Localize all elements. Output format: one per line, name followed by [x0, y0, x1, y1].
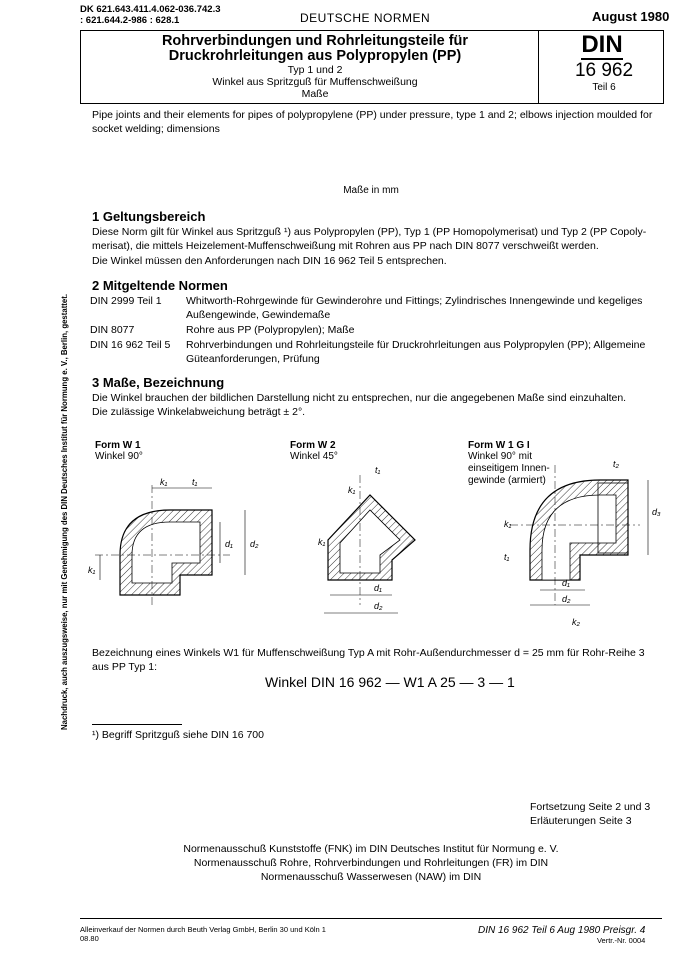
- dim-t1-label: t₁: [192, 477, 198, 487]
- norm-row: [90, 294, 662, 323]
- issue-date: August 1980: [592, 9, 670, 24]
- dim-d1-label: d₁: [225, 539, 233, 549]
- norm-row: [90, 323, 662, 338]
- elbow-w2-drawing: [318, 465, 415, 613]
- footer-rule: [80, 918, 662, 919]
- dim-t1-label-w1gi: t₁: [504, 552, 510, 562]
- section-2-heading: 2 Mitgeltende Normen: [92, 278, 228, 293]
- title-line-4: Winkel aus Spritzguß für Muffenschweißung: [212, 76, 418, 88]
- dim-k1-left-w2: k₁: [318, 537, 326, 547]
- committees: [80, 842, 662, 884]
- publisher-note: Alleinverkauf der Normen durch Beuth Verlag GmbH, Berlin 30 und Köln 1: [80, 925, 326, 934]
- dim-d1-label-w1gi: d₁: [562, 578, 570, 588]
- norm-text-line: Whitworth-Rohrgewinde für Gewinderohre und Fittings; Zylindrisches Innengewinde und kegeliges: [186, 295, 643, 307]
- figure-subtitle: gewinde (armiert): [468, 475, 546, 486]
- footer-reference: DIN 16 962 Teil 6 Aug 1980 Preisgr. 4: [478, 925, 646, 936]
- norm-text-line: Rohrverbindungen und Rohrleitungsteile für Druckrohrleitungen aus Polypropylen (PP); Allgemeine: [186, 339, 646, 351]
- figure-title: Form W 2: [290, 440, 336, 451]
- figure-subtitle: einseitigem Innen-: [468, 463, 550, 474]
- section-1-text-line-1: Diese Norm gilt für Winkel aus Spritzguß ¹) aus Polypropylen (PP), Typ 1 (PP Homopolymerisat) und Typ 2 (PP Copoly-: [92, 226, 647, 238]
- din-logo-text: DIN: [581, 31, 623, 58]
- units-note: Maße in mm: [343, 185, 399, 196]
- committee-line-3: Normenausschuß Wasserwesen (NAW) im DIN: [260, 871, 482, 883]
- dim-d3-label: d₃: [652, 507, 661, 517]
- section-3-text-1: Die Winkel brauchen der bildlichen Darstellung nicht zu entsprechen, nur die angegebenen Maße sind einzuhalten.: [92, 392, 627, 404]
- norm-ref: DIN 2999 Teil 1: [90, 295, 162, 307]
- dim-t1-label-w2: t₁: [375, 465, 381, 475]
- section-1-body: [92, 225, 662, 268]
- deutsche-normen-label: DEUTSCHE NORMEN: [300, 11, 431, 25]
- din-logo: [566, 32, 638, 58]
- committee-line-2: Normenausschuß Rohre, Rohrverbindungen und Rohrleitungen (FR) im DIN: [193, 857, 549, 869]
- dim-d2-label-w1gi: d₂: [562, 594, 571, 604]
- title-line-5: Maße: [301, 88, 329, 100]
- dk-line-1: DK 621.643.411.4.062-036.742.3: [80, 4, 221, 15]
- norm-text: [186, 338, 662, 367]
- dim-d2-label-w2: d₂: [374, 601, 383, 611]
- norm-ref: DIN 16 962 Teil 5: [90, 339, 171, 351]
- dk-line-2: : 621.644.2-986 : 628.1: [80, 15, 180, 26]
- contract-number: Vertr.-Nr. 0004: [596, 936, 646, 945]
- title-line-1: Rohrverbindungen und Rohrleitungsteile für: [161, 33, 469, 49]
- norm-text: [186, 294, 662, 323]
- norm-ref: DIN 8077: [90, 324, 135, 336]
- designation-example: Winkel DIN 16 962 — W1 A 25 — 3 — 1: [265, 674, 515, 690]
- footer-right: [478, 925, 645, 945]
- section-1-heading: 1 Geltungsbereich: [92, 209, 206, 224]
- footnote: ¹) Begriff Spritzguß siehe DIN 16 700: [92, 729, 264, 741]
- elbow-drawings: [80, 455, 670, 635]
- continuation-note: [530, 800, 650, 828]
- figure-subtitle: Winkel 90°: [95, 451, 143, 462]
- dim-k2-label: k₂: [572, 617, 580, 627]
- designation-line-2: aus PP Typ 1:: [92, 661, 157, 673]
- figure-title: Form W 1: [95, 440, 141, 451]
- reprint-notice: [60, 270, 70, 730]
- dim-d2-label: d₂: [250, 539, 259, 549]
- designation-line-1: Bezeichnung eines Winkels W1 für Muffenschweißung Typ A mit Rohr-Außendurchmesser d = 25 mm für Rohr-Reihe 3: [92, 647, 645, 659]
- designation-text: [92, 646, 662, 674]
- english-title: Pipe joints and their elements for pipes of polypropylene (PP) under pressure, type 1 and 2; elbows injection moulded for socket welding; dimensions: [92, 109, 653, 135]
- section-3-text-2: Die zulässige Winkelabweichung beträgt ± 2°.: [92, 406, 306, 418]
- part-number: Teil 6: [592, 82, 616, 93]
- figure-subtitle: Winkel 45°: [290, 451, 338, 462]
- norm-text: Rohre aus PP (Polypropylen); Maße: [186, 324, 355, 336]
- norm-row: [90, 338, 662, 367]
- section-1-text-2: Die Winkel müssen den Anforderungen nach DIN 16 962 Teil 5 entsprechen.: [92, 255, 447, 267]
- document-title: [90, 34, 540, 100]
- continuation-line-1: Fortsetzung Seite 2 und 3: [530, 801, 651, 813]
- figure-title: Form W 1 G I: [468, 440, 530, 451]
- footer-left: [80, 925, 326, 943]
- dim-k1-label-w1gi: k₁: [504, 519, 512, 529]
- reprint-notice-text: Nachdruck, auch auszugsweise, nur mit Genehmigung des DIN Deutsches Institut für Normung e. V., Berlin, gestattet.: [60, 294, 69, 730]
- elbow-w1-drawing: [88, 477, 259, 605]
- section-3-body: [92, 391, 662, 419]
- title-line-3: Typ 1 und 2: [287, 64, 343, 76]
- dim-k1-label-left: k₁: [88, 565, 96, 575]
- referenced-standards-table: [90, 294, 662, 367]
- footnote-rule: [92, 724, 182, 725]
- dk-classification: [80, 4, 221, 26]
- norm-text-line: Güteanforderungen, Prüfung: [186, 353, 320, 365]
- section-1-text-line-2: merisat), die mittels Heizelement-Muffenschweißung mit Rohren aus PP nach DIN 8077 verschweißt werden.: [92, 240, 599, 252]
- title-line-2: Druckrohrleitungen aus Polypropylen (PP): [168, 48, 462, 64]
- section-3-heading: 3 Maße, Bezeichnung: [92, 375, 225, 390]
- elbow-w1gi-drawing: [504, 459, 661, 627]
- edition-code: 08.80: [80, 934, 99, 943]
- continuation-line-2: Erläuterungen Seite 3: [530, 815, 632, 827]
- norm-text-line: Außengewinde, Gewindemaße: [186, 309, 331, 321]
- dim-t2-label: t₂: [613, 459, 619, 469]
- dim-d1-label-w2: d₁: [374, 583, 382, 593]
- dim-k1-label: k₁: [160, 477, 168, 487]
- dim-k1-label-w2: k₁: [348, 485, 356, 495]
- figure-subtitle: Winkel 90° mit: [468, 451, 533, 462]
- din-number: 16 962: [574, 60, 634, 81]
- committee-line-1: Normenausschuß Kunststoffe (FNK) im DIN Deutsches Institut für Normung e. V.: [183, 843, 559, 855]
